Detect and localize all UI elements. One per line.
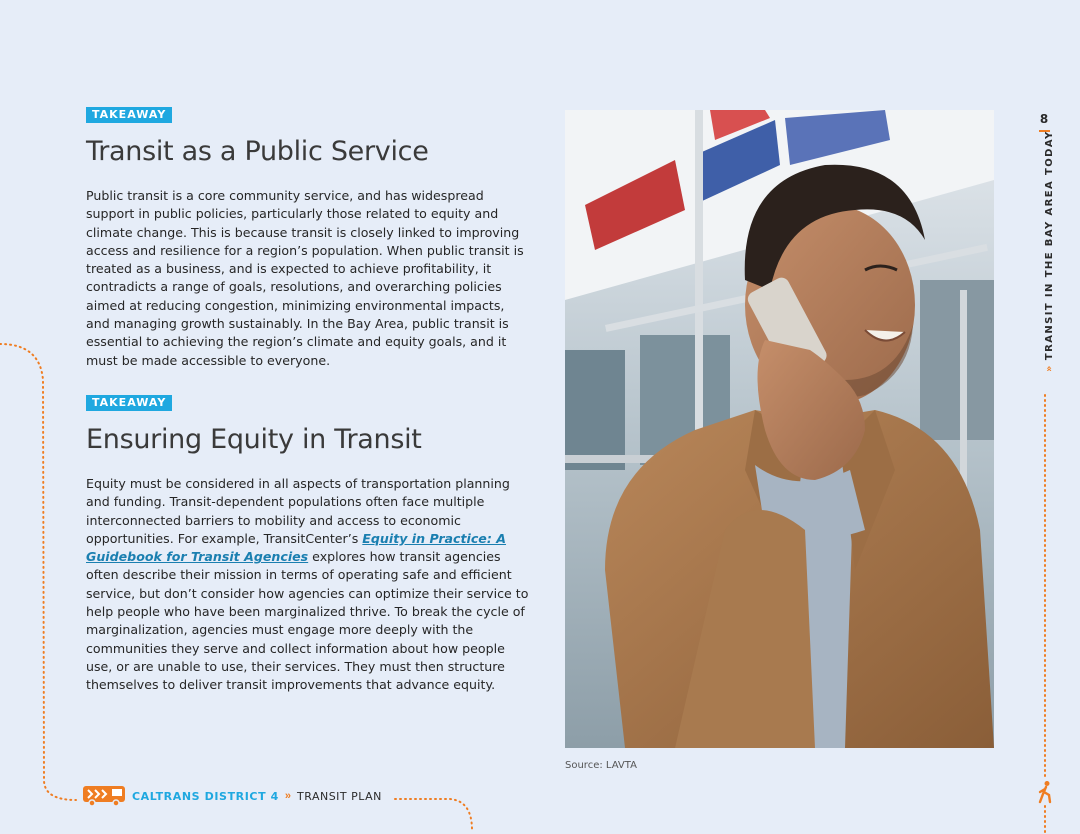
section-body: [86, 475, 531, 695]
section-body: Public transit is a core community service, and has widespread support in public policies, particularly those related to equity and climate change. This is because transit is closely linked to improving access and resilience for a region’s population. When public transit is treated as a business, and is expected to achieve profitability, it contradicts a range of goals, resolutions, and overarching policies aimed at reducing congestion, minimizing environmental impacts, and managing growth sustainably. In the Bay Area, public transit is essential to achieving the region’s climate and equity goals, and it must be made accessible to everyone.: [86, 188, 524, 368]
takeaway-badge: TAKEAWAY: [86, 107, 172, 123]
photo-source-caption: Source: LAVTA: [565, 760, 637, 771]
footer-organization: CALTRANS DISTRICT 4: [132, 789, 279, 803]
body-text: explores how transit agencies often describe their mission in terms of operating safe and efficient service, but don’t consider how agencies can optimize their service to help people who have been marginalized thrive. To break the cycle of marginalization, agencies must engage more deeply with the communities they serve and collect information about how people use, or are unable to use, their services. They must then structure themselves to deliver transit improvements that advance equity.: [86, 549, 529, 693]
section-label: TRANSIT IN THE BAY AREA TODAY: [1044, 130, 1055, 361]
page-footer: [82, 784, 382, 808]
guidebook-link[interactable]: Equity in Practice: A Guidebook for Transit Agencies: [86, 530, 507, 565]
body-text: Equity must be considered in all aspects of transportation planning and funding. Transit-dependent populations often face multiple interconnected barriers to mobility and access to economic opportunities. For example, TransitCenter’s: [86, 476, 510, 546]
running-section-title: [1044, 130, 1055, 372]
bus-icon: [82, 785, 126, 807]
person-walking-icon: [1036, 780, 1054, 804]
section-title: Transit as a Public Service: [86, 136, 429, 167]
photo-illustration: [565, 110, 994, 748]
footer-chevron-icon: »: [284, 790, 292, 802]
page-number: 8: [1039, 112, 1049, 126]
photo-man-on-phone: [565, 110, 994, 748]
section-title: Ensuring Equity in Transit: [86, 424, 422, 455]
chevron-icon: »: [1044, 364, 1055, 372]
takeaway-badge: TAKEAWAY: [86, 395, 172, 411]
footer-document-title: TRANSIT PLAN: [297, 789, 382, 803]
